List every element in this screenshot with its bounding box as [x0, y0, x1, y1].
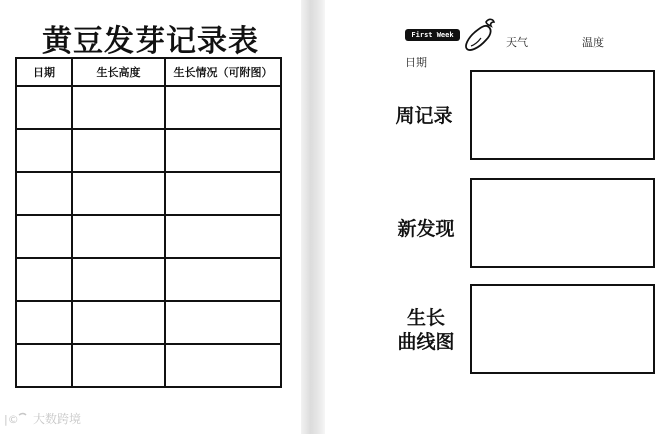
table-cell[interactable] [16, 258, 72, 301]
table-cell[interactable] [72, 172, 165, 215]
new-discovery-label [384, 217, 468, 241]
table-cell[interactable] [165, 258, 281, 301]
table-cell[interactable] [72, 129, 165, 172]
table-cell[interactable] [16, 172, 72, 215]
table-cell[interactable] [165, 86, 281, 129]
table-cell[interactable] [16, 86, 72, 129]
table-cell[interactable] [165, 129, 281, 172]
section-label-line: 周记录 [395, 105, 453, 127]
table-cell[interactable] [16, 301, 72, 344]
watermark-text: 大数跨境 [33, 412, 82, 426]
week-badge: First Week [405, 29, 460, 41]
left-page [0, 0, 301, 434]
table-cell[interactable] [72, 344, 165, 387]
table-cell[interactable] [16, 129, 72, 172]
date-label: 日期 [405, 56, 427, 69]
table-cell[interactable] [165, 301, 281, 344]
table-cell[interactable] [165, 215, 281, 258]
section-label-line: 曲线图 [397, 331, 455, 353]
growth-chart-label [384, 306, 468, 354]
svg-text:|©: |© [4, 412, 19, 426]
weekly-record-label [384, 104, 464, 128]
table-row [16, 301, 281, 344]
eggplant-icon [462, 16, 498, 56]
table-cell[interactable] [165, 172, 281, 215]
table-row [16, 215, 281, 258]
watermark-logo-icon [4, 411, 30, 427]
table-cell[interactable] [72, 258, 165, 301]
watermark [4, 410, 81, 427]
table-row [16, 86, 281, 129]
new-discovery-box[interactable] [470, 178, 655, 268]
table-cell[interactable] [16, 215, 72, 258]
weather-label: 天气 [506, 36, 528, 49]
table-row [16, 258, 281, 301]
page-gutter [301, 0, 325, 434]
growth-chart-box[interactable] [470, 284, 655, 374]
weekly-record-box[interactable] [470, 70, 655, 160]
table-row [16, 129, 281, 172]
column-header-status: 生长情况（可附图） [165, 58, 281, 86]
table-cell[interactable] [72, 301, 165, 344]
column-header-height: 生长高度 [72, 58, 165, 86]
page-title: 黄豆发芽记录表 [42, 24, 259, 59]
table-cell[interactable] [72, 86, 165, 129]
section-label-line: 新发现 [397, 218, 455, 240]
table-cell[interactable] [72, 215, 165, 258]
record-table [15, 57, 282, 388]
table-header-row [16, 58, 281, 86]
temperature-label: 温度 [582, 36, 604, 49]
table-row [16, 172, 281, 215]
table-cell[interactable] [165, 344, 281, 387]
table-cell[interactable] [16, 344, 72, 387]
table-row [16, 344, 281, 387]
section-label-line: 生长 [406, 307, 445, 329]
column-header-date: 日期 [16, 58, 72, 86]
